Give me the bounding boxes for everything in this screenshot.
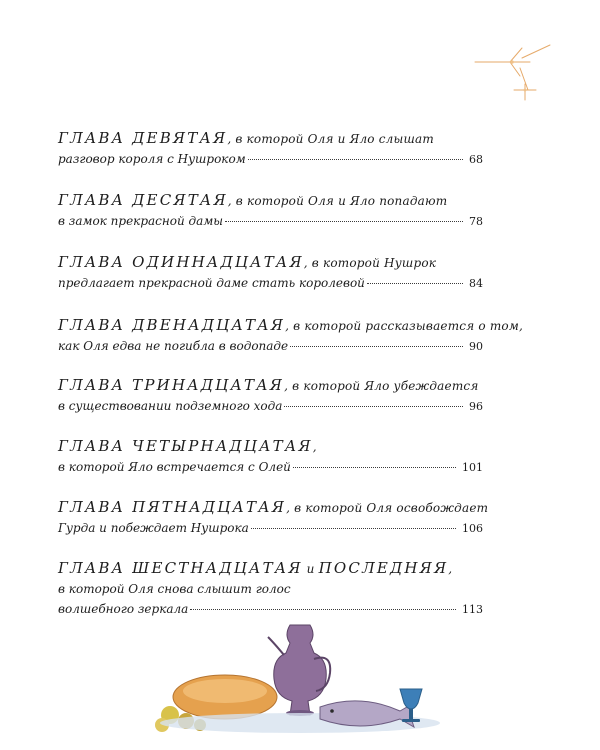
toc-page-line bbox=[58, 396, 483, 417]
chapter-description-cont: Гурда и побеждает Нушрока bbox=[58, 521, 249, 535]
toc-heading-line bbox=[58, 190, 483, 211]
toc-entry[interactable] bbox=[58, 128, 483, 170]
toc-heading-line bbox=[58, 315, 523, 336]
dot-leader bbox=[290, 346, 463, 347]
chapter-conjunction: и bbox=[302, 562, 319, 576]
toc-heading-line bbox=[58, 497, 489, 518]
page-number: 68 bbox=[469, 153, 483, 166]
dot-leader bbox=[225, 221, 463, 222]
toc-entry[interactable] bbox=[58, 375, 483, 417]
chapter-title: ГЛАВА ШЕСТНАДЦАТАЯ bbox=[58, 559, 303, 577]
toc-entry[interactable] bbox=[58, 497, 489, 539]
dot-leader bbox=[251, 528, 456, 529]
chapter-description-cont: в существовании подземного хода bbox=[58, 399, 283, 413]
chapter-description: , в которой Яло убеждается bbox=[284, 379, 479, 393]
chapter-title: ГЛАВА ТРИНАДЦАТАЯ bbox=[58, 376, 285, 394]
toc-page-line bbox=[58, 149, 483, 170]
page-number: 113 bbox=[462, 603, 483, 616]
page-number: 96 bbox=[469, 400, 483, 413]
toc-page-line bbox=[58, 457, 483, 478]
chapter-title: ГЛАВА ОДИННАДЦАТАЯ bbox=[58, 253, 304, 271]
chapter-description-cont2: волшебного зеркала bbox=[58, 602, 189, 616]
chapter-description-cont: предлагает прекрасной даме стать королевой bbox=[58, 276, 365, 290]
chapter-description: , bbox=[448, 562, 453, 576]
chapter-description-cont: в замок прекрасной дамы bbox=[58, 214, 224, 228]
chapter-description: , в которой Нушрок bbox=[303, 256, 437, 270]
toc-entry[interactable] bbox=[58, 315, 523, 357]
chapter-title: ГЛАВА ПЯТНАДЦАТАЯ bbox=[58, 498, 287, 516]
toc-entry[interactable] bbox=[58, 558, 483, 620]
toc-heading-line bbox=[58, 436, 483, 457]
chapter-description-cont: разговор короля с Нушроком bbox=[58, 152, 246, 166]
chapter-description: , в которой рассказывается о том, bbox=[285, 319, 523, 333]
page-number: 90 bbox=[469, 340, 483, 353]
toc-entry[interactable] bbox=[58, 436, 483, 478]
toc-page-line bbox=[58, 518, 483, 539]
jug-icon bbox=[268, 625, 330, 716]
page-number: 101 bbox=[462, 461, 483, 474]
dot-leader bbox=[367, 283, 463, 284]
bread-icon bbox=[173, 675, 277, 719]
dot-leader bbox=[293, 467, 456, 468]
chapter-description-cont: в которой Яло встречается с Олей bbox=[58, 460, 291, 474]
chapter-title-last: ПОСЛЕДНЯЯ bbox=[318, 559, 449, 577]
toc-heading-line bbox=[58, 128, 483, 149]
chapter-description: , в которой Оля и Яло слышат bbox=[227, 132, 434, 146]
toc-heading-line bbox=[58, 558, 483, 579]
chapter-description: , в которой Оля и Яло попадают bbox=[227, 194, 448, 208]
chapter-description-cont: как Оля едва не погибла в водопаде bbox=[58, 339, 289, 353]
toc-page-line bbox=[58, 211, 483, 232]
sparkle-decoration bbox=[470, 40, 560, 110]
toc-page-line bbox=[58, 336, 483, 357]
toc-page-line bbox=[58, 273, 483, 294]
dot-leader bbox=[284, 406, 463, 407]
dot-leader bbox=[248, 159, 463, 160]
chapter-description-cont: в которой Оля снова слышит голос bbox=[58, 582, 291, 596]
chapter-title: ГЛАВА ЧЕТЫРНАДЦАТАЯ bbox=[58, 437, 313, 455]
toc-entry[interactable] bbox=[58, 252, 483, 294]
chapter-title: ГЛАВА ДЕСЯТАЯ bbox=[58, 191, 228, 209]
feast-illustration bbox=[150, 615, 450, 735]
chapter-description: , bbox=[312, 440, 317, 454]
page-number: 78 bbox=[469, 215, 483, 228]
chapter-description: , в которой Оля освобождает bbox=[286, 501, 489, 515]
chapter-title: ГЛАВА ДВЕНАДЦАТАЯ bbox=[58, 316, 286, 334]
toc-heading-line bbox=[58, 252, 483, 273]
page-number: 106 bbox=[462, 522, 483, 535]
toc-heading-line bbox=[58, 375, 483, 396]
toc-entry[interactable] bbox=[58, 190, 483, 232]
page-number: 84 bbox=[469, 277, 483, 290]
chapter-title: ГЛАВА ДЕВЯТАЯ bbox=[58, 129, 228, 147]
dot-leader bbox=[190, 609, 456, 610]
